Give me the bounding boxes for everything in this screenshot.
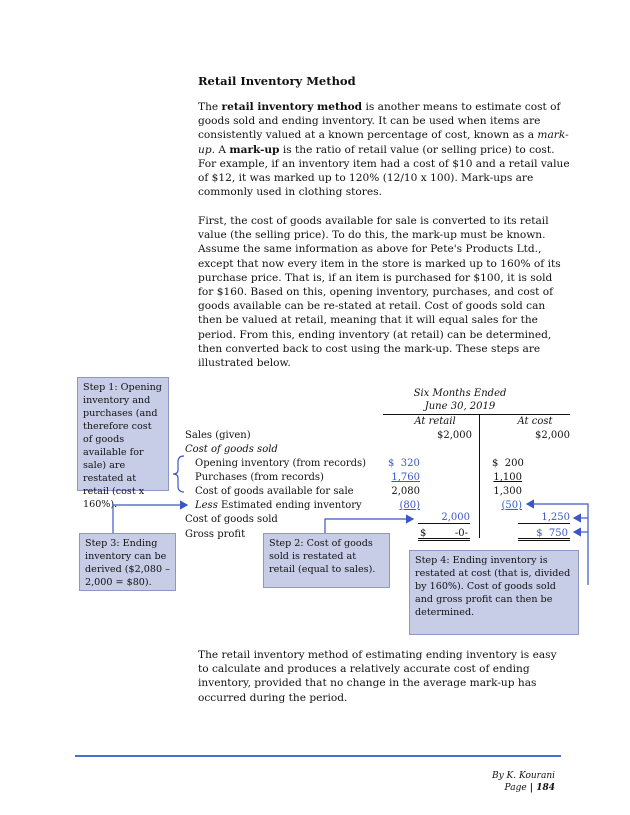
ending-retail: (80) [399, 500, 420, 511]
section-heading: Retail Inventory Method [198, 74, 356, 88]
step2-arrow [325, 519, 413, 533]
paragraph-conclusion: The retail inventory method of estimating ending inventory is easy to calculate and produces a relatively accurate cost of ending inventory, provided that no change in the average mark-up has occurred during the period. [198, 649, 557, 704]
col-header-cost: At cost [517, 416, 553, 427]
step1-callout: Step 1: Opening inventory and purchases (and therefore cost of goods available for sale) are restated at retail (cost x 160%). [77, 377, 169, 491]
gp-retail-dollar: $ [420, 528, 427, 539]
available-retail: 2,080 [391, 486, 420, 497]
text-run: is the ratio of retail value (or selling price) to cost. For example, if an inventory item had a cost of $10 and a retail value of $12, it was marked up to 120% (12/10 x 100). Mark-ups are commonly used in clothing stores. [198, 143, 570, 199]
period-line1: Six Months Ended [413, 388, 507, 399]
row-label-opening: Opening inventory (from records) [195, 458, 367, 469]
sales-retail: $2,000 [437, 430, 472, 441]
row-label-cogs-header: Cost of goods sold [185, 444, 278, 455]
col-header-retail: At retail [414, 416, 456, 427]
row-label-gross-profit: Gross profit [185, 529, 246, 540]
footer-rule [75, 755, 561, 757]
step4-arrow-ending [527, 504, 588, 585]
row-label-cogs: Cost of goods sold [185, 514, 278, 525]
text-run: is another means to estimate cost of goods sold and ending inventory. It can be used when items are consistently valued at a known percentage of cost, known as a [198, 101, 561, 142]
bold-term: retail inventory method [221, 101, 363, 113]
footer-author: By K. Kourani [491, 771, 555, 781]
purchases-retail: 1,760 [391, 472, 420, 483]
bold-term: mark-up [229, 143, 280, 156]
step2-callout: Step 2: Cost of goods sold is restated at retail (equal to sales). [263, 533, 390, 588]
text-run: . A [211, 143, 230, 156]
footer-page [400, 783, 555, 793]
paragraph-steps-intro: First, the cost of goods available for sale is converted to its retail value (the selling price). To do this, the mark-up must be known. Assume the same information as above for Pete's Products Ltd., except that now every item in the store is marked up to 160% of its purchase price. That is, if an item is purchased for $100, it is sold for $160. Based on this, opening inventory, purchases, and cost of goods available can be re-stated at retail. Cost of goods sold can then be valued at retail, meaning that it will equal sales for the period. From this, ending inventory (at retail) can be determined, then converted back to cost using the mark-up. These steps are illustrated below. [198, 215, 561, 370]
italic-term: mark-up [198, 129, 569, 156]
less-word: Less [195, 500, 218, 511]
row-label-purchases: Purchases (from records) [195, 472, 324, 483]
ending-label-text: Estimated ending inventory [217, 500, 362, 511]
purchases-cost: 1,100 [493, 472, 522, 483]
gp-retail: -0- [454, 528, 468, 539]
gp-cost: $ 750 [536, 528, 568, 539]
page-number: 184 [536, 783, 555, 793]
opening-retail: $ 320 [388, 458, 420, 469]
opening-cost: $ 200 [492, 458, 524, 469]
available-cost: 1,300 [493, 486, 522, 497]
cogs-retail: 2,000 [418, 512, 470, 524]
step3-arrow [113, 505, 187, 533]
sales-cost: $2,000 [535, 430, 570, 441]
step4-callout: Step 4: Ending inventory is restated at cost (that is, divided by 160%). Cost of goods sold and gross profit can then be determined. [409, 550, 579, 635]
page-separator: | [526, 783, 537, 793]
ending-cost: (50) [501, 500, 522, 511]
cogs-cost: 1,250 [518, 512, 570, 524]
text-run: The [198, 101, 222, 113]
row-label-sales: Sales (given) [185, 430, 251, 441]
period-line2: June 30, 2019 [424, 401, 496, 412]
page-label: Page [504, 783, 527, 793]
row-label-available: Cost of goods available for sale [195, 486, 354, 497]
step1-brace [173, 456, 184, 492]
step3-callout: Step 3: Ending inventory can be derived ($2,080 – 2,000 = $80). [79, 533, 176, 591]
